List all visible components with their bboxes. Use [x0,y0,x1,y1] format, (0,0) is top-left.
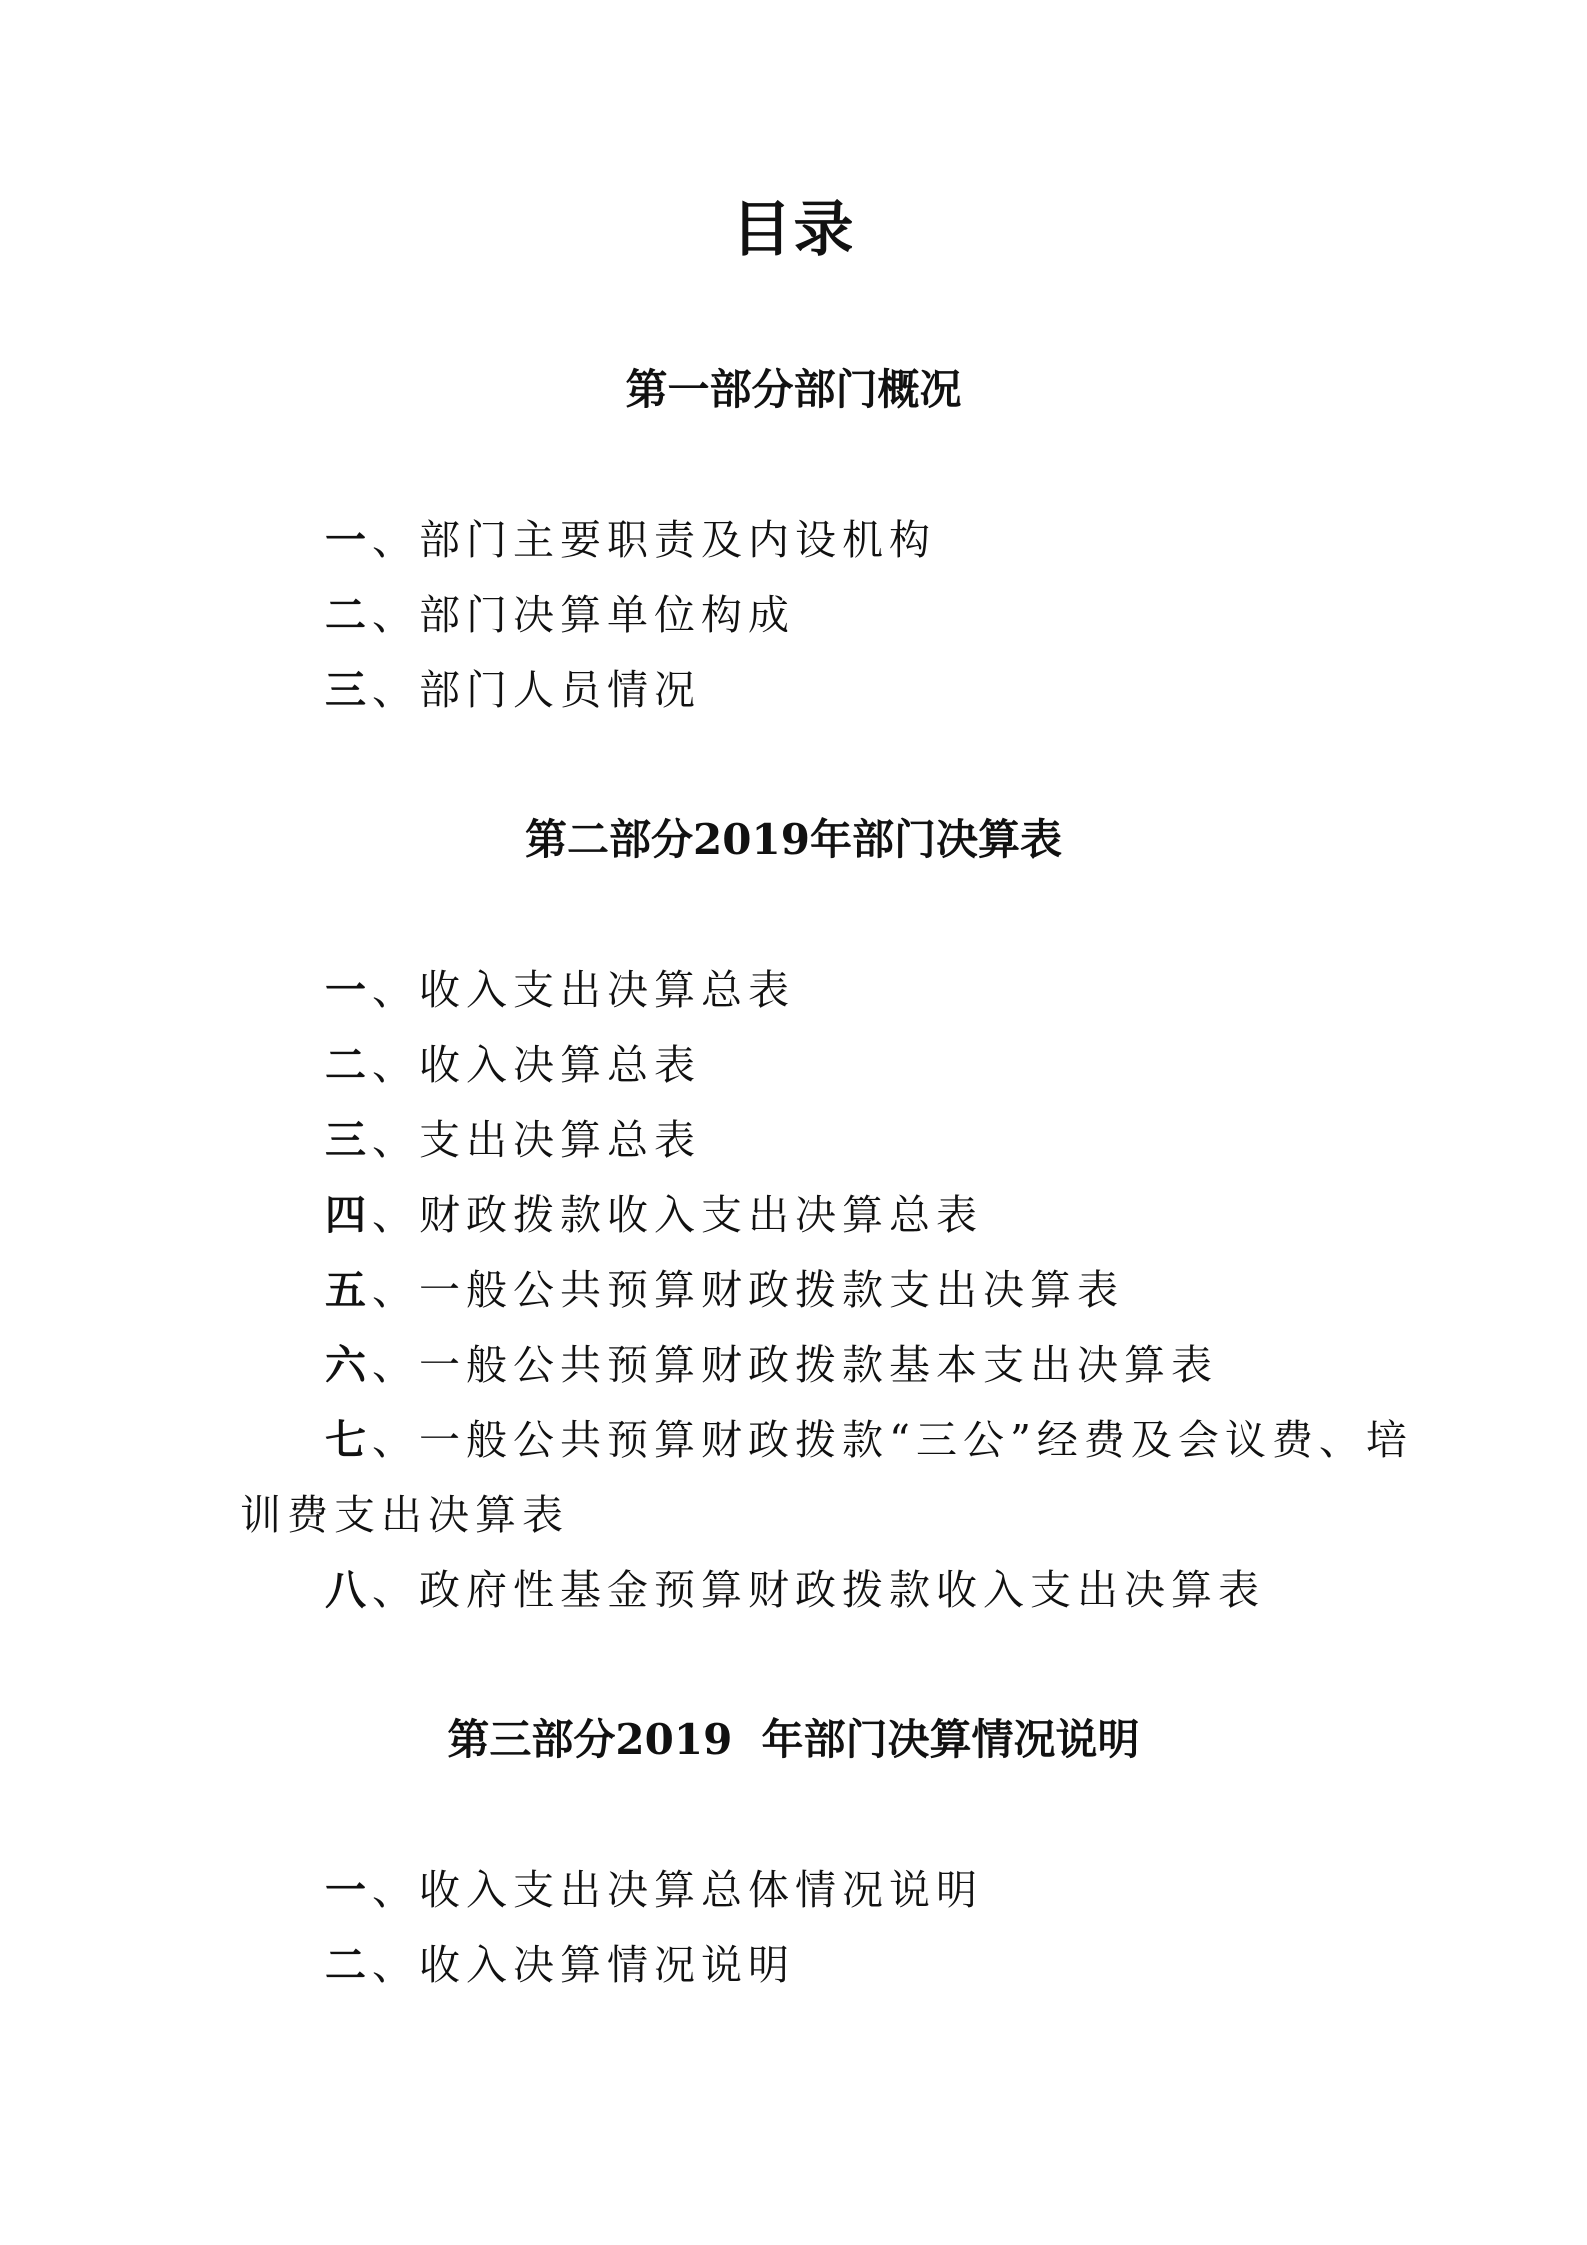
toc-item-number: 六 [325,1341,372,1389]
toc-item-label: 、一般公共预算财政拨款支出决算表 [372,1266,1124,1314]
page-title: 目录 [731,195,856,265]
toc-item-label: 、收入支出决算总表 [372,966,795,1014]
toc-item-number: 一 [325,966,372,1014]
section-heading-part-3: 第三部分2019 年部门决算情况说明 [447,1715,1140,1764]
toc-item-number: 七 [325,1416,372,1464]
toc-item-number: 三 [325,1116,372,1164]
toc-item-label: 、政府性基金预算财政拨款收入支出决算表 [372,1566,1265,1614]
toc-item [325,1335,1218,1395]
toc-item-label: 、收入决算总表 [372,1041,701,1089]
toc-item [325,960,795,1020]
toc-item-number: 三 [325,666,372,714]
toc-item [325,1110,701,1170]
toc-item-number: 一 [325,1866,372,1914]
toc-item [325,1260,1124,1320]
toc-item [325,585,795,645]
toc-item-number: 二 [325,1041,372,1089]
section-heading-part-1: 第一部分部门概况 [625,365,962,414]
toc-item-multiline [240,1403,1413,1553]
toc-item-label: 、一般公共预算财政拨款基本支出决算表 [372,1341,1218,1389]
toc-item-label: 、部门人员情况 [372,666,701,714]
toc-item-number: 一 [325,516,372,564]
toc-item-label: 、收入决算情况说明 [372,1941,795,1989]
toc-item [325,1560,1265,1620]
toc-item-label: 、一般公共预算财政拨款“三公”经费及会议费、培 [372,1416,1413,1464]
toc-item [325,1035,701,1095]
toc-item-label: 、部门决算单位构成 [372,591,795,639]
toc-item-label: 、财政拨款收入支出决算总表 [372,1191,983,1239]
toc-item-label: 、部门主要职责及内设机构 [372,516,936,564]
toc-item-number: 五 [325,1266,372,1314]
toc-item-line-2: 训费支出决算表 [240,1491,569,1539]
toc-item [325,1860,983,1920]
toc-item-line-1 [240,1403,1413,1478]
toc-item [325,660,701,720]
toc-item-label: 、收入支出决算总体情况说明 [372,1866,983,1914]
toc-item-number: 八 [325,1566,372,1614]
toc-item [325,1185,983,1245]
section-heading-part-2: 第二部分2019年部门决算表 [525,815,1062,864]
toc-item-number: 二 [325,591,372,639]
toc-item [325,510,936,570]
toc-item-label: 、支出决算总表 [372,1116,701,1164]
toc-item-number: 二 [325,1941,372,1989]
toc-item [325,1935,795,1995]
toc-item-number: 四 [325,1191,372,1239]
